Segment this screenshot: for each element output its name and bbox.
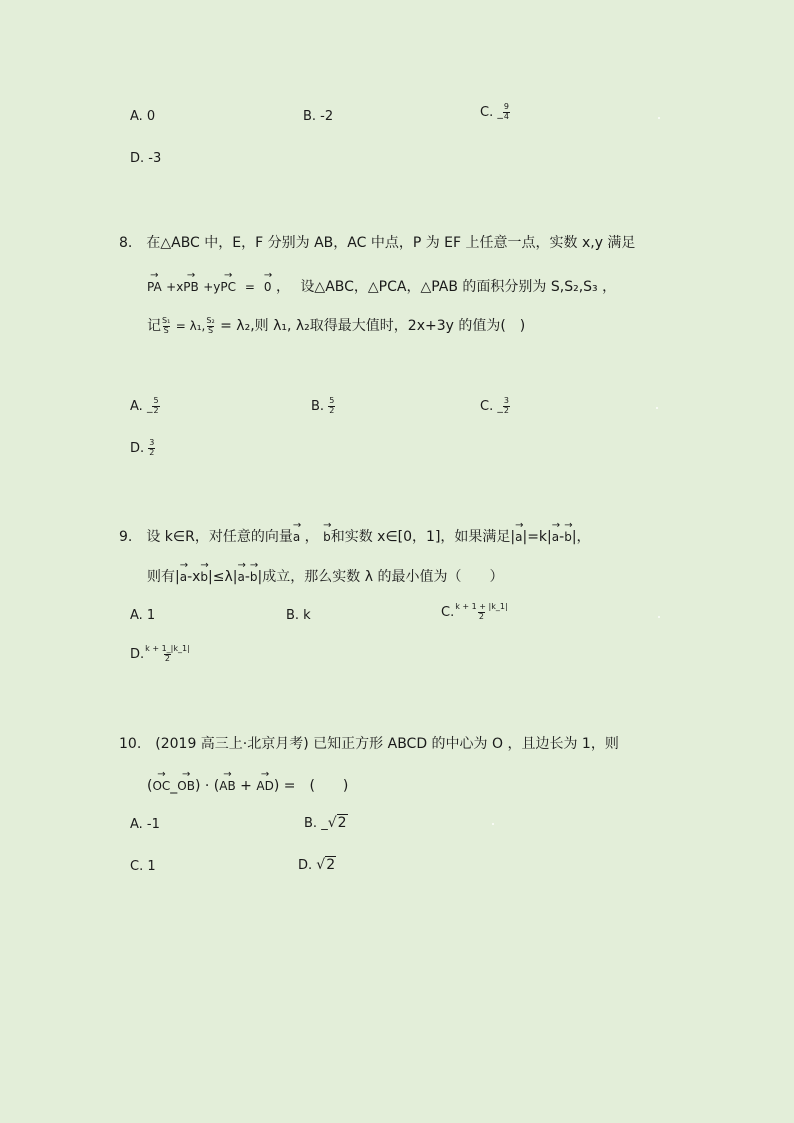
vector-ab: → AB [219, 769, 236, 793]
q9-stem-text: -x [187, 569, 201, 585]
q9-stem-line2 [147, 560, 504, 586]
option-label: B. [304, 816, 318, 831]
q8-option-c-fraction [503, 397, 510, 416]
q9-option-d-fraction [144, 645, 191, 664]
vector-pa: → PA [147, 270, 162, 294]
denominator: 2 [164, 653, 171, 663]
vector-a: → a [237, 560, 246, 584]
q9-stem-line1 [119, 520, 591, 546]
q8-option-d-fraction [148, 439, 155, 458]
q9-stem-text: 和实数 x∈[0，1]，如果满足| [330, 529, 516, 545]
vector-oc: → OC [152, 769, 171, 793]
option-label: C. [480, 398, 494, 414]
option-label: C. [441, 604, 455, 620]
minus-sign: - [244, 569, 250, 585]
ji-label: 记 [147, 318, 161, 334]
vector-a: → a [551, 520, 561, 544]
q10-option-d [298, 857, 336, 873]
speck [658, 616, 660, 618]
q7-option-c-fraction [503, 103, 510, 122]
sqrt-2: √2 [327, 815, 347, 831]
numerator: 3 [503, 396, 509, 405]
q9-stem-text: |成立，那么实数 λ 的最小值为（ ） [257, 569, 504, 585]
q8-stem-line3 [147, 315, 525, 335]
q8-option-a-fraction [152, 397, 159, 416]
plus-y: +y [203, 280, 221, 294]
zero-vector: → 0 [263, 270, 273, 294]
q8-option-c [480, 397, 510, 416]
q9-stem-text: |， [571, 529, 591, 545]
q7-option-a: A. 0 [130, 109, 156, 124]
vector-b: → b [249, 560, 259, 584]
denominator: 2 [329, 405, 335, 415]
q9-option-d [130, 645, 191, 664]
vector-ob: → OB [177, 769, 195, 793]
q8-stem-line2 [147, 270, 617, 296]
lambda2-text: = λ₂,则 λ₁, λ₂取得最大值时，2x+3y 的值为( ) [220, 318, 526, 334]
paren: ( [147, 778, 153, 794]
plus-sign: + [240, 778, 252, 794]
q10-option-a: A. -1 [130, 817, 160, 832]
q9-stem-text: 则有| [147, 569, 180, 585]
numerator: k + 1 + |k_1| [455, 602, 508, 611]
vector-a: → a [515, 520, 524, 544]
minus-sign: _ [146, 399, 153, 413]
q7-option-c [480, 103, 510, 122]
q9-option-b: B. k [286, 608, 311, 623]
q9-stem-text: 9. 设 k∈R，对任意的向量 [119, 529, 293, 545]
comma: ， [304, 529, 319, 545]
minus-sign: - [559, 529, 565, 545]
q9-stem-text: |=k| [522, 529, 552, 545]
vector-b: → b [564, 520, 573, 544]
numerator: 3 [149, 438, 155, 447]
vector-b: → b [323, 520, 332, 544]
denominator: 2 [503, 405, 509, 415]
equals-sign: = [244, 280, 255, 294]
q9-option-c-fraction [454, 603, 508, 622]
vector-a: → a [179, 560, 189, 584]
option-label: D. [130, 646, 145, 662]
q9-stem-text: |≤λ| [208, 569, 238, 585]
denominator: 4 [503, 111, 509, 121]
denominator: 2 [149, 447, 155, 457]
ratio-s2-s [205, 317, 215, 336]
minus-sign: _ [170, 778, 178, 794]
numerator: 5 [153, 396, 159, 405]
minus-sign: _ [497, 399, 503, 413]
sqrt-2: √2 [316, 857, 336, 873]
option-label: D. [130, 440, 145, 456]
comma: ， [275, 279, 290, 295]
q10-stem-line1: 10. (2019 高三上·北京月考) 已知正方形 ABCD 的中心为 O ，且边长为 1，则 [119, 736, 619, 752]
q8-area-text: 设△ABC，△PCA，△PAB 的面积分别为 S,S₂,S₃ ， [300, 279, 617, 295]
vector-b: → b [200, 560, 209, 584]
denominator: S [163, 325, 169, 335]
speck [658, 117, 660, 119]
plus-x: +x [166, 280, 184, 294]
denominator: S [207, 325, 214, 335]
q9-option-c [441, 603, 509, 622]
q8-option-d [130, 439, 155, 458]
numerator: 5 [329, 396, 335, 405]
numerator: k + 1_|k_1| [145, 644, 190, 653]
q8-stem-line1: 8. 在△ABC 中，E，F 分别为 AB，AC 中点，P 为 EF 上任意一点，实数 x,y 满足 [119, 235, 636, 251]
vector-a: → a [292, 520, 302, 544]
dot-product: ) · ( [194, 778, 220, 794]
numerator: S₁ [162, 315, 171, 325]
minus-sign: _ [321, 816, 328, 831]
q7-option-c-label: C. [480, 104, 494, 120]
option-label: B. [311, 398, 325, 414]
q10-option-b [304, 815, 348, 831]
q10-stem-tail: ) = ( ) [273, 778, 349, 794]
ratio-s1-s [161, 317, 171, 336]
q8-option-b-fraction [328, 397, 335, 416]
numerator: S₂ [206, 315, 215, 325]
speck [492, 823, 494, 825]
speck [656, 407, 658, 409]
minus-sign: _ [497, 105, 503, 119]
radicand: 2 [337, 815, 347, 831]
vector-ad: → AD [256, 769, 274, 793]
vector-pb: → PB [183, 270, 199, 294]
denominator: 2 [153, 405, 159, 415]
q7-option-b: B. -2 [303, 109, 334, 124]
denominator: 2 [478, 611, 484, 621]
vector-pc: → PC [220, 270, 236, 294]
q8-option-a [130, 397, 160, 416]
q8-option-b [311, 397, 335, 416]
q10-option-c: C. 1 [130, 859, 156, 874]
q10-stem-line2 [147, 769, 349, 795]
option-label: A. [130, 398, 143, 414]
q9-option-a: A. 1 [130, 608, 156, 623]
q7-option-d: D. -3 [130, 151, 162, 166]
lambda1-text: = λ₁, [175, 319, 206, 333]
radicand: 2 [326, 857, 336, 873]
option-label: D. [298, 858, 313, 873]
numerator: 9 [503, 102, 509, 111]
